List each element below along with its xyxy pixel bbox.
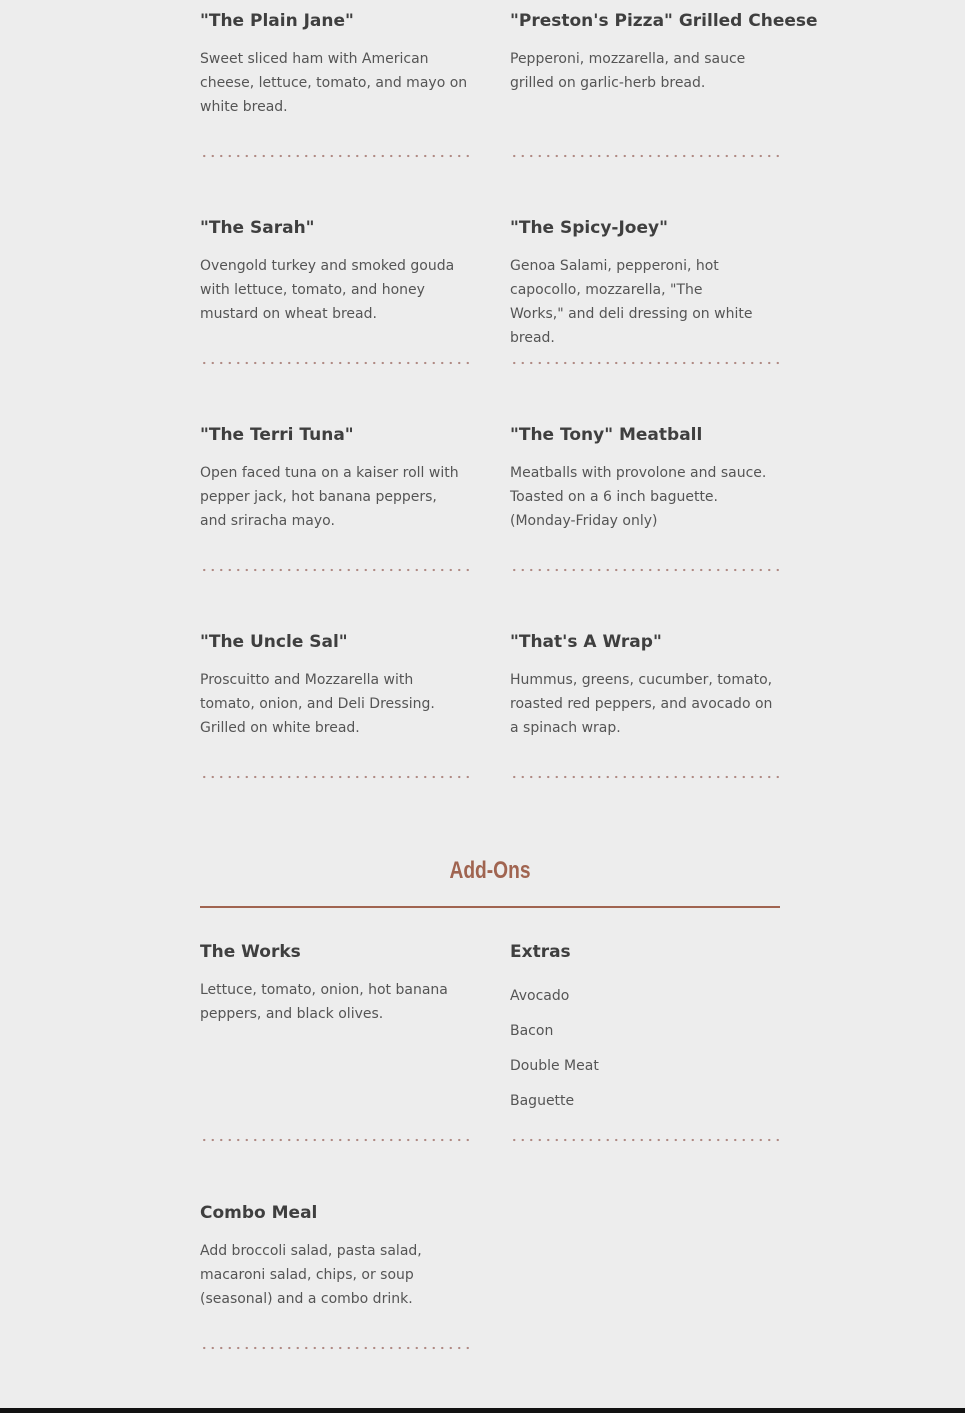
dotted-divider	[510, 568, 780, 572]
item-description: Add broccoli salad, pasta salad, macaroni salad, chips, or soup (seasonal) and a combo drink.	[200, 1243, 422, 1307]
addon-the-works	[200, 941, 470, 1022]
item-title: "The Terri Tuna"	[200, 425, 354, 445]
dotted-divider	[200, 1346, 470, 1350]
item-description: Proscuitto and Mozzarella with tomato, onion, and Deli Dressing. Grilled on white bread.	[200, 672, 435, 736]
item-description: Ovengold turkey and smoked gouda with lettuce, tomato, and honey mustard on wheat bread.	[200, 258, 455, 322]
dotted-divider	[200, 361, 470, 365]
section-divider	[200, 906, 780, 908]
item-title: Extras	[510, 942, 571, 962]
dotted-divider	[200, 1138, 470, 1142]
item-description: Sweet sliced ham with American cheese, lettuce, tomato, and mayo on white bread.	[200, 51, 468, 115]
item-title: "That's A Wrap"	[510, 632, 662, 652]
item-title: "The Plain Jane"	[200, 11, 354, 31]
footer-edge	[0, 1408, 965, 1413]
dotted-divider	[510, 1138, 780, 1142]
item-title: "The Tony" Meatball	[510, 425, 703, 445]
menu-item-terri-tuna	[200, 424, 470, 529]
item-title: The Works	[200, 942, 301, 962]
item-title: "The Uncle Sal"	[200, 632, 348, 652]
item-description: Pepperoni, mozzarella, and sauce grilled on garlic-herb bread.	[510, 51, 746, 91]
item-description: Open faced tuna on a kaiser roll with pepper jack, hot banana peppers, and sriracha mayo.	[200, 465, 459, 529]
menu-item-plain-jane	[200, 10, 470, 115]
dotted-divider	[200, 154, 470, 158]
item-description: Hummus, greens, cucumber, tomato, roasted red peppers, and avocado on a spinach wrap.	[510, 672, 773, 736]
extras-list	[510, 979, 599, 1119]
list-item: Bacon	[510, 1023, 554, 1039]
item-description: Genoa Salami, pepperoni, hot capocollo, mozzarella, "The Works," and deli dressing on white bread.	[510, 258, 753, 346]
item-description: Lettuce, tomato, onion, hot banana peppers, and black olives.	[200, 982, 448, 1022]
menu-item-sarah	[200, 217, 470, 322]
addon-extras	[510, 941, 780, 1109]
dotted-divider	[200, 775, 470, 779]
dotted-divider	[510, 154, 780, 158]
section-title-add-ons: Add-Ons	[449, 857, 531, 884]
list-item: Double Meat	[510, 1058, 599, 1074]
item-title: "Preston's Pizza" Grilled Cheese	[510, 11, 818, 31]
dotted-divider	[200, 568, 470, 572]
addon-combo-meal	[200, 1202, 470, 1307]
item-title: Combo Meal	[200, 1203, 318, 1223]
item-title: "The Sarah"	[200, 218, 315, 238]
menu-item-prestons-pizza	[510, 10, 818, 91]
list-item: Baguette	[510, 1093, 575, 1109]
item-title: "The Spicy-Joey"	[510, 218, 668, 238]
menu-item-tony-meatball	[510, 424, 780, 529]
item-description: Meatballs with provolone and sauce. Toasted on a 6 inch baguette. (Monday-Friday only)	[510, 465, 767, 529]
menu-item-thats-a-wrap	[510, 631, 780, 736]
list-item: Avocado	[510, 988, 570, 1004]
menu-item-uncle-sal	[200, 631, 470, 736]
dotted-divider	[510, 775, 780, 779]
menu-item-spicy-joey	[510, 217, 780, 346]
dotted-divider	[510, 361, 780, 365]
